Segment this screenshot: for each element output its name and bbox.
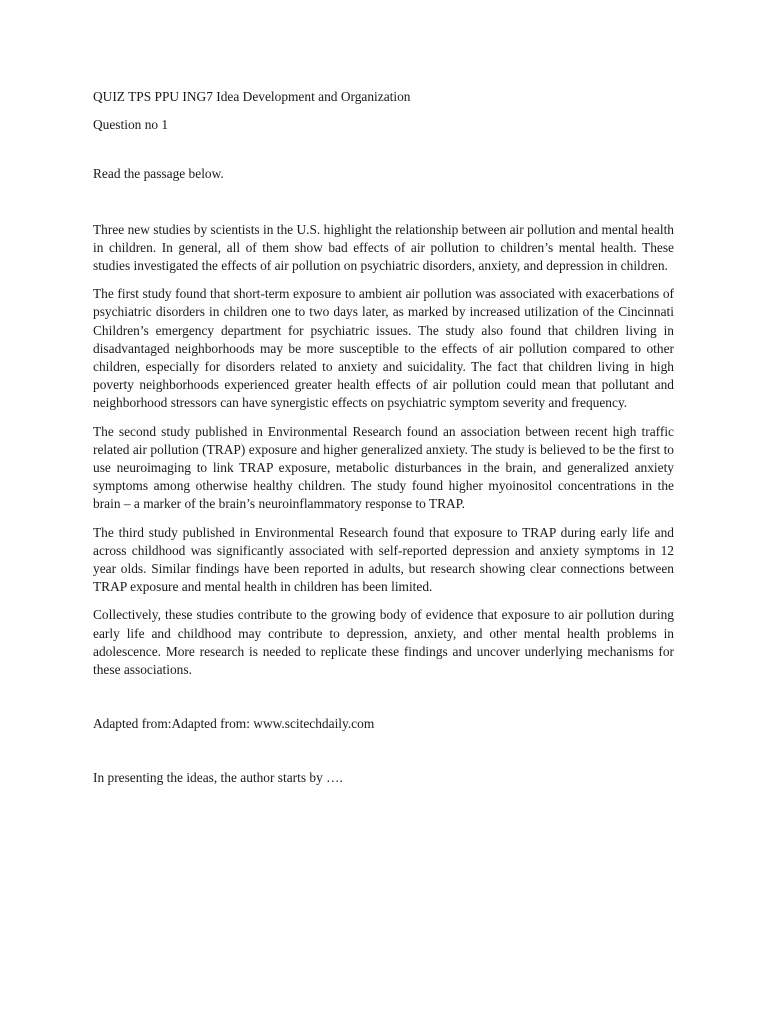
instruction-text: Read the passage below.	[93, 166, 224, 182]
passage-paragraph-3: The second study published in Environmental Research found an association between recent high traffic related air pollution (TRAP) exposure and higher generalized anxiety. The study is believed to be the first to use neuroimaging to link TRAP exposure, metabolic disturbances in the brain, and generalized anxiety symptoms among otherwise healthy children. The study found higher myoinositol concentrations in the brain – a marker of the brain’s neuroinflammatory response to TRAP.	[93, 423, 674, 512]
question-prompt: In presenting the ideas, the author starts by ….	[93, 770, 343, 786]
passage	[93, 221, 674, 680]
passage-paragraph-2: The first study found that short-term exposure to ambient air pollution was associated with exacerbations of psychiatric disorders in children one to two days later, as marked by increased utilization of the Cincinnati Children’s emergency department for psychiatric issues. The study also found that children living in disadvantaged neighborhoods may be more susceptible to the effects of air pollution compared to other children, especially for disorders related to anxiety and suicidality. The fact that children living in high poverty neighborhoods experienced greater health effects of air pollution could mean that pollutant and neighborhood stressors can have synergistic effects on psychiatric symptom severity and frequency.	[93, 286, 674, 411]
document-title: QUIZ TPS PPU ING7 Idea Development and Organization	[93, 89, 411, 104]
question-number: Question no 1	[93, 117, 169, 133]
source-citation: Adapted from:Adapted from: www.scitechdaily.com	[93, 716, 375, 732]
passage-paragraph-5: Collectively, these studies contribute to the growing body of evidence that exposure to air pollution during early life and childhood may contribute to depression, anxiety, and other mental health problems in adolescence. More research is needed to replicate these findings and uncover underlying mechanisms for these associations.	[93, 607, 674, 678]
document-page	[93, 88, 674, 788]
passage-paragraph-1: Three new studies by scientists in the U.S. highlight the relationship between air pollution and mental health in children. In general, all of them show bad effects of air pollution to children’s mental health. These studies investigated the effects of air pollution on psychiatric disorders, anxiety, and depression in children.	[93, 221, 674, 274]
passage-paragraph-4: The third study published in Environmental Research found that exposure to TRAP during early life and across childhood was significantly associated with self-reported depression and anxiety symptoms in 12 year olds. Similar findings have been reported in adults, but research showing clear connections between TRAP exposure and mental health in children has been limited.	[93, 524, 674, 595]
